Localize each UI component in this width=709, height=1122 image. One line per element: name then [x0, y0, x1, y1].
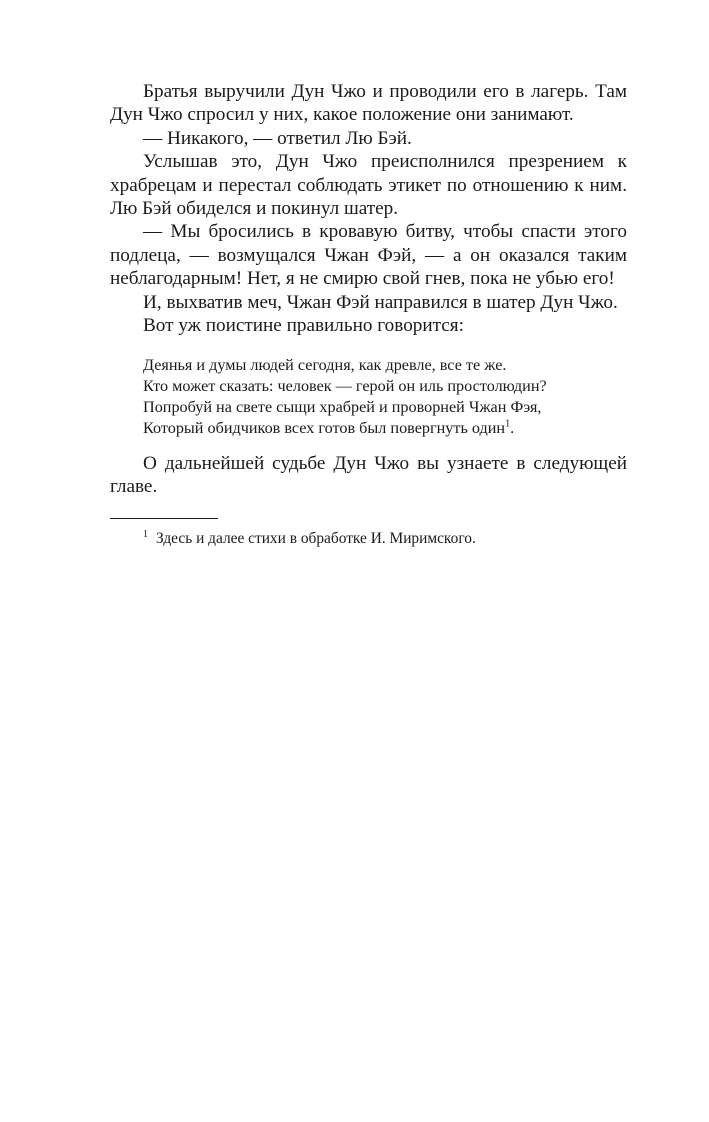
footnote-mark: 1 [143, 529, 148, 541]
footnote [110, 529, 627, 549]
poem-line-4-text: Который обидчиков всех готов был повергнуть один [143, 418, 506, 437]
footnote-reference[interactable]: 1 [505, 418, 511, 430]
page-body [110, 80, 627, 549]
poem-final-punct: . [510, 418, 515, 437]
poem-line-3: Попробуй на свете сыщи храбрей и проворней Чжан Фэя, [143, 398, 542, 417]
paragraph-2: — Никакого, — ответил Лю Бэй. [143, 127, 412, 149]
poem-line-4 [143, 418, 627, 439]
poem-line-1: Деянья и думы людей сегодня, как древле, все те же. [143, 356, 507, 375]
paragraph-5: И, выхватив меч, Чжан Фэй направился в шатер Дун Чжо. [143, 291, 618, 313]
paragraph-3: Услышав это, Дун Чжо преисполнился презрением к храбрецам и перестал соблюдать этикет по отношению к ним. Лю Бэй обиделся и покинул шатер. [110, 151, 627, 220]
poem [143, 355, 627, 438]
poem-line-2: Кто может сказать: человек — герой он иль простолюдин? [143, 377, 547, 396]
paragraph-6: Вот уж поистине правильно говорится: [143, 315, 464, 337]
paragraph-4: — Мы бросились в кровавую битву, чтобы спасти этого подлеца, — возмущался Чжан Фэй, — а он оказался таким неблагодарным! Нет, я не смирю свой гнев, пока не убью его! [110, 221, 627, 290]
closing-paragraph: О дальнейшей судьбе Дун Чжо вы узнаете в следующей главе. [110, 452, 627, 498]
footnote-text: Здесь и далее стихи в обработке И. Миримского. [156, 530, 476, 548]
footnote-divider [110, 518, 218, 519]
paragraph-1: Братья выручили Дун Чжо и проводили его в лагерь. Там Дун Чжо спросил у них, какое положение они занимают. [110, 81, 627, 126]
